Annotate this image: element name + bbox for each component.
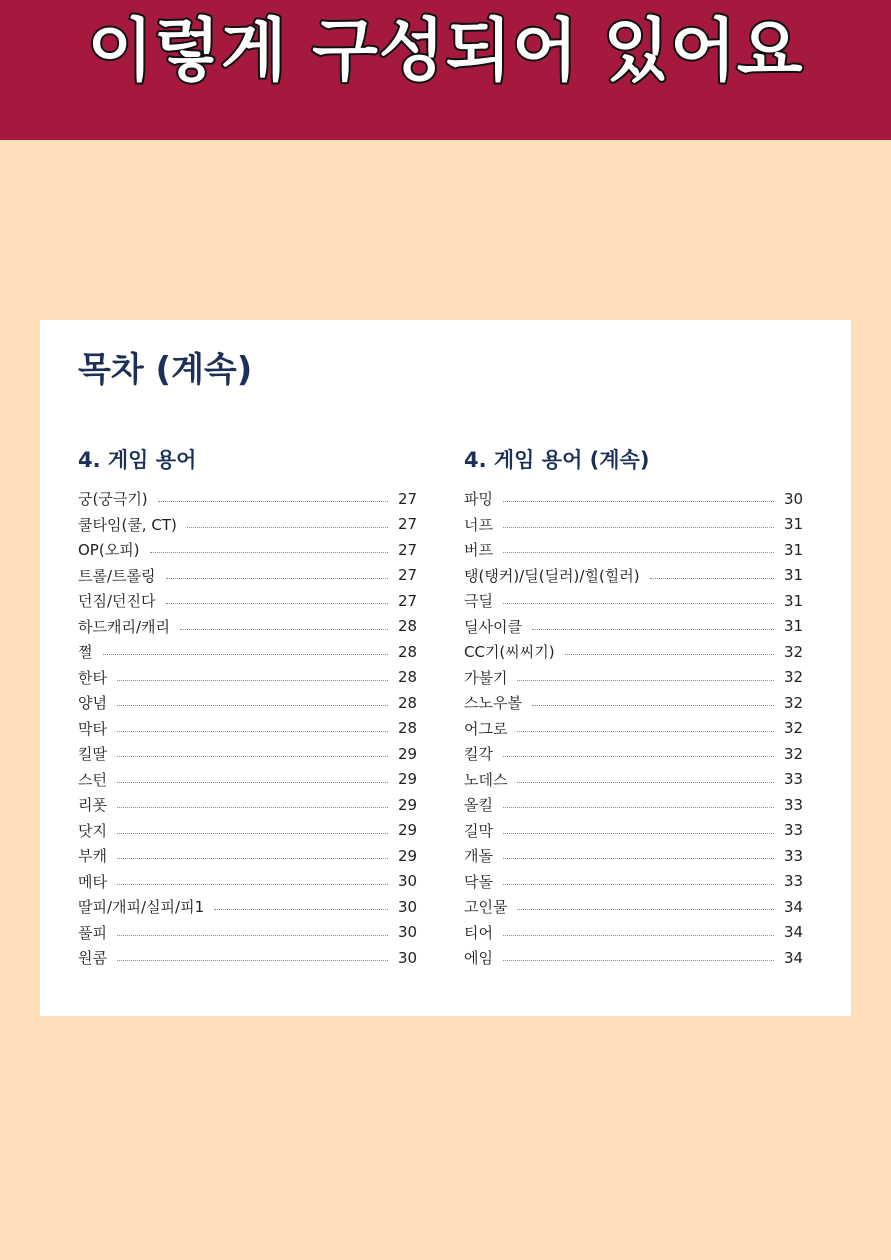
toc-entry-label: 막타 [78,719,107,738]
toc-entry-label: 올킬 [464,796,493,815]
toc-entry-label: 버프 [464,541,493,560]
dot-leader [503,603,774,604]
dot-leader [117,935,388,936]
toc-entry [464,792,802,818]
toc-entry-label: 트롤/트롤링 [78,566,156,585]
toc-entry [78,894,416,920]
dot-leader [532,705,774,706]
toc-entry-label: 길막 [464,821,493,840]
dot-leader [503,833,774,834]
toc-entry-page: 30 [398,897,418,916]
toc-entry-label: 너프 [464,515,493,534]
dot-leader [117,858,388,859]
dot-leader [187,527,388,528]
toc-entry [78,843,416,869]
toc-entry-page: 31 [784,540,804,559]
toc-entry [464,767,802,793]
toc-entry-page: 32 [784,744,804,763]
toc-entry-page: 33 [784,795,804,814]
toc-entry [78,486,416,512]
dot-leader [565,654,774,655]
toc-entry-page: 28 [398,719,418,738]
toc-entry-label: 닷지 [78,821,107,840]
dot-leader [532,629,774,630]
toc-entry [78,716,416,742]
toc-entry-label: 딸피/개피/실피/피1 [78,898,205,917]
dot-leader [214,909,388,910]
banner-title: 이렇게 구성되어 있어요 [87,11,804,91]
dot-leader [117,756,388,757]
dot-leader [103,654,389,655]
toc-entry-label: 스노우볼 [464,694,522,713]
toc-entry-page: 28 [398,642,418,661]
toc-entry-label: 딜사이클 [464,617,522,636]
toc-entry-label: 한타 [78,668,107,687]
dot-leader [517,909,774,910]
toc-entry-page: 32 [784,668,804,687]
toc-entry-label: 가불기 [464,668,508,687]
dot-leader [503,552,774,553]
toc-entry-page: 33 [784,770,804,789]
toc-entry-label: 양념 [78,694,107,713]
toc-entry-page: 34 [784,897,804,916]
toc-entry-page: 28 [398,668,418,687]
toc-entry [464,741,802,767]
toc-entry-label: 킬각 [464,745,493,764]
dot-leader [503,935,774,936]
toc-entry-label: 고인물 [464,898,508,917]
toc-entry [78,818,416,844]
toc-entry-label: 스턴 [78,770,107,789]
section-title: 4. 게임 용어 (계속) [464,448,650,472]
dot-leader [166,578,388,579]
dot-leader [517,680,774,681]
toc-entry-label: 쩔 [78,643,93,662]
toc-entry-label: 던짐/던진다 [78,592,156,611]
dot-leader [503,960,774,961]
dot-leader [503,501,774,502]
toc-entry [464,894,802,920]
toc-entry [78,512,416,538]
toc-entry [464,486,802,512]
toc-entry [78,639,416,665]
toc-entry-label: 쿨타임(쿨, CT) [78,515,177,534]
toc-entry-label: 부캐 [78,847,107,866]
dot-leader [503,527,774,528]
toc-entry [78,665,416,691]
toc-entry [464,869,802,895]
toc-entry [464,588,802,614]
toc-entry-page: 34 [784,923,804,942]
toc-entry-page: 28 [398,693,418,712]
toc-entry-page: 32 [784,719,804,738]
dot-leader [117,680,388,681]
toc-title: 목차 (계속) [78,350,253,390]
toc-entry-label: 에임 [464,949,493,968]
toc-entry-page: 29 [398,744,418,763]
toc-entry-label: 메타 [78,872,107,891]
toc-entry-page: 31 [784,591,804,610]
dot-leader [117,807,388,808]
toc-entry-page: 27 [398,591,418,610]
dot-leader [503,884,774,885]
toc-entry [78,563,416,589]
dot-leader [180,629,388,630]
dot-leader [503,858,774,859]
toc-entry-label: 파밍 [464,490,493,509]
dot-leader [150,552,388,553]
dot-leader [503,807,774,808]
dot-leader [117,833,388,834]
toc-entry-label: 하드캐리/캐리 [78,617,170,636]
toc-entry-label: 닥돌 [464,872,493,891]
toc-entry [464,563,802,589]
toc-entry [78,588,416,614]
toc-entry [78,945,416,971]
section-title: 4. 게임 용어 [78,448,197,472]
dot-leader [117,705,388,706]
toc-entry [464,920,802,946]
toc-entry-label: 어그로 [464,719,508,738]
toc-entry [464,512,802,538]
dot-leader [117,884,388,885]
toc-entry-page: 30 [398,948,418,967]
toc-entry-label: 극딜 [464,592,493,611]
toc-entry [78,920,416,946]
dot-leader [503,756,774,757]
toc-entry-page: 33 [784,846,804,865]
header-banner [0,0,891,140]
toc-entry-page: 30 [398,872,418,891]
toc-card [40,320,851,1016]
toc-entry [78,741,416,767]
toc-entry-page: 27 [398,515,418,534]
toc-entry-label: OP(오피) [78,541,140,560]
toc-entry-page: 34 [784,948,804,967]
toc-entry-page: 31 [784,617,804,636]
toc-entry-page: 31 [784,566,804,585]
toc-entry-page: 27 [398,489,418,508]
toc-entry-page: 30 [398,923,418,942]
toc-entry [464,716,802,742]
toc-list [78,486,416,971]
toc-entry-label: 원콤 [78,949,107,968]
toc-entry-label: 티어 [464,923,493,942]
toc-entry [78,614,416,640]
toc-list [464,486,802,971]
toc-entry-label: 풀피 [78,923,107,942]
toc-entry-page: 27 [398,540,418,559]
toc-entry [464,945,802,971]
dot-leader [517,731,774,732]
toc-entry-page: 28 [398,617,418,636]
toc-entry [78,767,416,793]
dot-leader [117,960,388,961]
dot-leader [650,578,774,579]
dot-leader [117,731,388,732]
toc-entry-page: 33 [784,872,804,891]
toc-entry [78,690,416,716]
toc-entry-page: 32 [784,642,804,661]
toc-entry-label: CC기(씨씨기) [464,643,555,662]
toc-entry [464,639,802,665]
toc-entry-label: 리폿 [78,796,107,815]
toc-entry [464,818,802,844]
toc-entry-page: 29 [398,770,418,789]
toc-entry [464,537,802,563]
toc-entry-page: 32 [784,693,804,712]
toc-entry-page: 31 [784,515,804,534]
toc-entry [464,665,802,691]
toc-entry-label: 노데스 [464,770,508,789]
toc-entry-page: 29 [398,795,418,814]
toc-entry-label: 탱(탱커)/딜(딜러)/힐(힐러) [464,566,640,585]
dot-leader [158,501,388,502]
toc-entry [78,537,416,563]
toc-entry [464,690,802,716]
toc-entry-page: 29 [398,846,418,865]
toc-entry-page: 29 [398,821,418,840]
toc-entry [464,843,802,869]
toc-entry [464,614,802,640]
toc-entry-label: 킬딸 [78,745,107,764]
dot-leader [517,782,774,783]
toc-entry [78,869,416,895]
toc-entry-label: 개돌 [464,847,493,866]
dot-leader [166,603,388,604]
dot-leader [117,782,388,783]
toc-entry-label: 궁(궁극기) [78,490,148,509]
toc-entry-page: 33 [784,821,804,840]
toc-entry-page: 27 [398,566,418,585]
toc-entry [78,792,416,818]
toc-entry-page: 30 [784,489,804,508]
